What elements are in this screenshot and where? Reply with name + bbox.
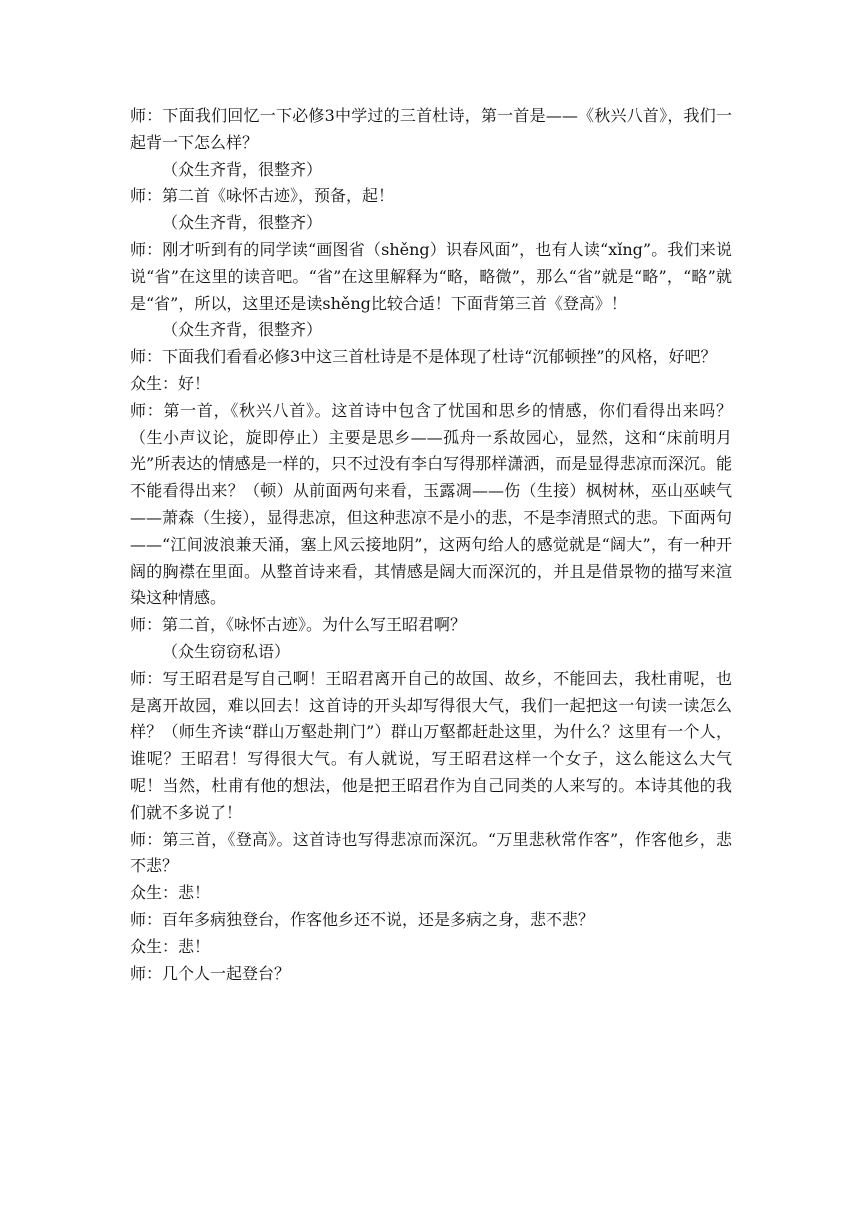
dialogue-paragraph: 师：写王昭君是写自己啊！王昭君离开自己的故国、故乡，不能回去，我杜甫呢，也是离开故园，难以回去！这首诗的开头却写得很大气，我们一起把这一句读一读怎么样？（师生齐读“群山万壑赴荆门”）群山万壑都赶赴这里，为什么？这里有一个人，谁呢？王昭君！写得很大气。有人就说，写王昭君这样一个女子，这么能这么大气呢！当然，杜甫有他的想法，他是把王昭君作为自己同类的人来写的。本诗其他的我们就不多说了！ [130, 668, 732, 822]
dialogue-paragraph: 师：刚才听到有的同学读“画图省（shěng）识春风面”，也有人读“xǐng”。我们来说说“省”在这里的读音吧。“省”在这里解释为“略，略微”，那么“省”就是“略”，“略”就是“省”，所以，这里还是读shěng比较合适！下面背第三首《登高》！ [130, 239, 732, 313]
dialogue-paragraph: 师：下面我们看看必修3中这三首杜诗是不是体现了杜诗“沉郁顿挫”的风格，好吧？ [130, 347, 717, 367]
document-body [130, 103, 732, 987]
stage-direction: （众生窃窃私语） [162, 641, 291, 661]
stage-direction: （众生齐背，很整齐） [162, 213, 323, 233]
dialogue-paragraph: 师：第二首《咏怀古迹》，预备，起！ [130, 186, 395, 206]
dialogue-paragraph: 师：第二首，《咏怀古迹》。为什么写王昭君啊？ [130, 615, 467, 635]
dialogue-paragraph: 众生：悲！ [130, 883, 211, 903]
dialogue-paragraph: 师：第三首，《登高》。这首诗也写得悲凉而深沉。“万里悲秋常作客”，作客他乡，悲不悲？ [130, 829, 732, 876]
dialogue-paragraph: 众生：好！ [130, 373, 211, 393]
dialogue-paragraph: 师：下面我们回忆一下必修3中学过的三首杜诗，第一首是——《秋兴八首》，我们一起背一下怎么样？ [130, 106, 732, 152]
stage-direction: （众生齐背，很整齐） [162, 159, 323, 179]
dialogue-paragraph: 众生：悲！ [130, 936, 211, 956]
stage-direction: （众生齐背，很整齐） [162, 320, 323, 340]
dialogue-paragraph: 师：几个人一起登台？ [130, 963, 291, 983]
dialogue-paragraph: 师：百年多病独登台，作客他乡还不说，还是多病之身，悲不悲？ [130, 909, 595, 929]
dialogue-paragraph: 师：第一首，《秋兴八首》。这首诗中包含了忧国和思乡的情感，你们看得出来吗？（生小声议论，旋即停止）主要是思乡——孤舟一系故园心，显然，这和“床前明月光”所表达的情感是一样的，只不过没有李白写得那样潇洒，而是显得悲凉而深沉。能不能看得出来？（顿）从前面两句来看，玉露凋——伤（生接）枫树林，巫山巫峡气——萧森（生接），显得悲凉，但这种悲凉不是小的悲，不是李清照式的悲。下面两句——“江间波浪兼天涌，塞上风云接地阴”，这两句给人的感觉就是“阔大”，有一种开阔的胸襟在里面。从整首诗来看，其情感是阔大而深沉的，并且是借景物的描写来渲染这种情感。 [130, 400, 732, 608]
